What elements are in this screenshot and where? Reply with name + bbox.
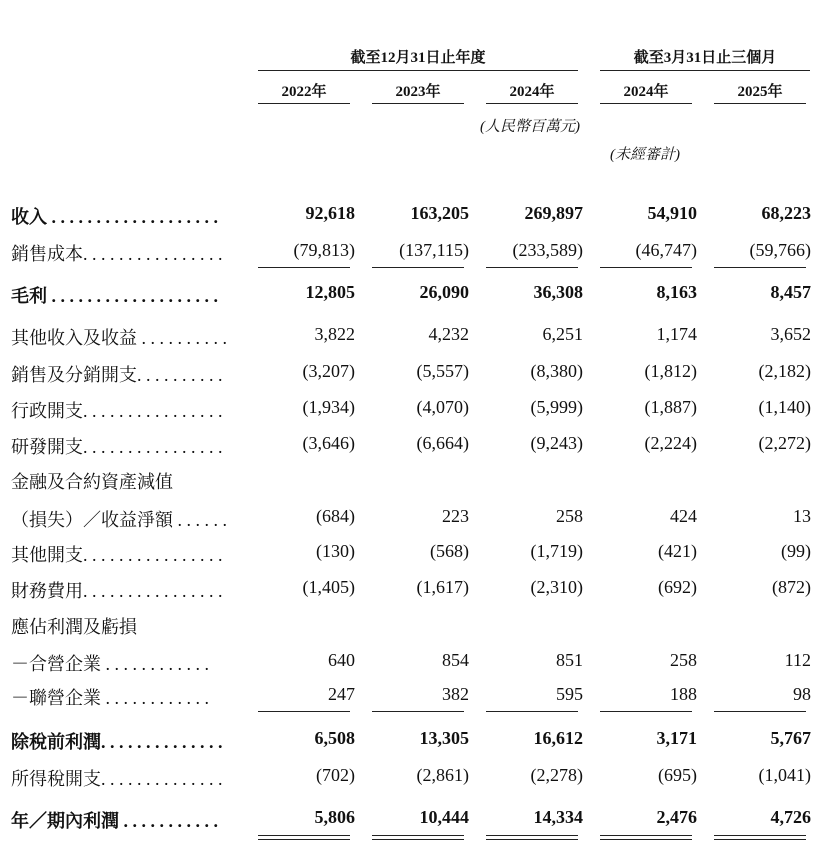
cell-value: 13,305 [419, 728, 469, 748]
cell-value: 8,457 [770, 282, 811, 302]
cell-value: 16,612 [533, 728, 583, 748]
header-q1-group: 截至3月31日止三個月 [633, 50, 777, 66]
cell-value: 258 [556, 506, 583, 526]
subtotal-rule [258, 711, 350, 712]
cell-value: (684) [316, 506, 355, 526]
cell-value: 54,910 [647, 203, 697, 223]
row-label: 其他開支. . . . . . . . . . . . . . . . [11, 545, 223, 565]
cell-value: 2,476 [656, 807, 697, 827]
row-label: （損失）／收益淨額 . . . . . . [11, 510, 227, 530]
cell-value: 6,508 [314, 728, 355, 748]
cell-value: 382 [442, 684, 469, 704]
cell-value: 13 [793, 506, 811, 526]
column-rule-2022 [258, 103, 350, 104]
cell-value: (2,278) [530, 765, 583, 785]
table-row [0, 541, 832, 567]
cell-value: (233,589) [512, 240, 583, 260]
subtotal-rule [372, 711, 464, 712]
column-header-2024-q1: 2024年 [623, 84, 669, 100]
column-header-2022: 2022年 [281, 84, 327, 100]
row-label: －合營企業 . . . . . . . . . . . . [11, 654, 209, 674]
cell-value: (137,115) [399, 240, 469, 260]
cell-value: (1,887) [644, 397, 697, 417]
cell-value: 1,174 [656, 324, 697, 344]
cell-value: (130) [316, 541, 355, 561]
cell-value: (8,380) [530, 361, 583, 381]
cell-value: (568) [430, 541, 469, 561]
table-row [0, 397, 832, 423]
cell-value: (9,243) [530, 433, 583, 453]
cell-value: 4,726 [770, 807, 811, 827]
cell-value: 640 [328, 650, 355, 670]
cell-value: 851 [556, 650, 583, 670]
cell-value: (1,041) [758, 765, 811, 785]
unaudited-note: (未經審計) [610, 147, 680, 163]
table-row [0, 728, 832, 754]
row-label: 金融及合約資產減值 [11, 472, 173, 492]
table-row [0, 506, 832, 532]
total-double-rule [258, 835, 350, 840]
table-row [0, 361, 832, 387]
cell-value: 163,205 [410, 203, 469, 223]
column-header-2023: 2023年 [395, 84, 441, 100]
cell-value: 595 [556, 684, 583, 704]
cell-value: (3,646) [302, 433, 355, 453]
subtotal-rule [486, 267, 578, 268]
subtotal-rule [600, 267, 692, 268]
row-label: 應佔利潤及虧損 [11, 617, 137, 637]
cell-value: (2,182) [758, 361, 811, 381]
cell-value: (46,747) [635, 240, 697, 260]
row-label: 研發開支. . . . . . . . . . . . . . . . [11, 437, 223, 457]
row-label: 其他收入及收益 . . . . . . . . . . [11, 328, 227, 348]
cell-value: 6,251 [542, 324, 583, 344]
cell-value: (872) [772, 577, 811, 597]
subtotal-rule [600, 711, 692, 712]
subtotal-rule [714, 267, 806, 268]
cell-value: (1,719) [530, 541, 583, 561]
cell-value: 188 [670, 684, 697, 704]
cell-value: (6,664) [416, 433, 469, 453]
cell-value: 3,171 [656, 728, 697, 748]
cell-value: 5,806 [314, 807, 355, 827]
cell-value: (4,070) [416, 397, 469, 417]
table-row [0, 684, 832, 710]
cell-value: 3,652 [770, 324, 811, 344]
cell-value: 223 [442, 506, 469, 526]
cell-value: (5,557) [416, 361, 469, 381]
cell-value: 92,618 [305, 203, 355, 223]
cell-value: (99) [781, 541, 811, 561]
column-rule-2024 [486, 103, 578, 104]
row-label: 銷售及分銷開支. . . . . . . . . . [11, 365, 223, 385]
row-label: 財務費用. . . . . . . . . . . . . . . . [11, 581, 223, 601]
cell-value: 14,334 [533, 807, 583, 827]
cell-value: 258 [670, 650, 697, 670]
total-double-rule [600, 835, 692, 840]
total-double-rule [714, 835, 806, 840]
cell-value: 112 [784, 650, 811, 670]
cell-value: 10,444 [419, 807, 469, 827]
table-row [0, 282, 832, 308]
column-header-2024: 2024年 [509, 84, 555, 100]
row-label: 收入 . . . . . . . . . . . . . . . . . . . [11, 207, 218, 227]
subtotal-rule [714, 711, 806, 712]
column-rule-2025-q1 [714, 103, 806, 104]
subtotal-rule [372, 267, 464, 268]
cell-value: (2,272) [758, 433, 811, 453]
cell-value: (2,861) [416, 765, 469, 785]
table-row [0, 203, 832, 229]
cell-value: 98 [793, 684, 811, 704]
row-label: 毛利 . . . . . . . . . . . . . . . . . . . [11, 286, 218, 306]
cell-value: (1,812) [644, 361, 697, 381]
total-double-rule [372, 835, 464, 840]
cell-value: (2,224) [644, 433, 697, 453]
cell-value: 854 [442, 650, 469, 670]
cell-value: 4,232 [428, 324, 469, 344]
cell-value: 12,805 [305, 282, 355, 302]
cell-value: 26,090 [419, 282, 469, 302]
column-rule-2024-q1 [600, 103, 692, 104]
table-row [0, 324, 832, 350]
cell-value: 5,767 [770, 728, 811, 748]
cell-value: 3,822 [314, 324, 355, 344]
cell-value: (1,934) [302, 397, 355, 417]
table-row [0, 613, 832, 639]
currency-note: (人民幣百萬元) [480, 119, 580, 135]
header-year-group-rule [258, 70, 578, 71]
table-row [0, 577, 832, 603]
table-row [0, 433, 832, 459]
cell-value: (1,140) [758, 397, 811, 417]
cell-value: (3,207) [302, 361, 355, 381]
cell-value: (79,813) [293, 240, 355, 260]
cell-value: (2,310) [530, 577, 583, 597]
row-label: 除稅前利潤. . . . . . . . . . . . . . [11, 732, 223, 752]
cell-value: 68,223 [761, 203, 811, 223]
row-label: 行政開支. . . . . . . . . . . . . . . . [11, 401, 223, 421]
cell-value: (421) [658, 541, 697, 561]
header-year-group: 截至12月31日止年度 [350, 50, 486, 66]
cell-value: (59,766) [749, 240, 811, 260]
table-row [0, 807, 832, 833]
cell-value: (692) [658, 577, 697, 597]
row-label: 所得稅開支. . . . . . . . . . . . . . [11, 769, 223, 789]
table-row [0, 650, 832, 676]
subtotal-rule [258, 267, 350, 268]
table-row [0, 240, 832, 266]
cell-value: 247 [328, 684, 355, 704]
column-header-2025-q1: 2025年 [737, 84, 783, 100]
cell-value: 269,897 [524, 203, 583, 223]
cell-value: (5,999) [530, 397, 583, 417]
row-label: 年／期內利潤 . . . . . . . . . . . [11, 811, 218, 831]
cell-value: (702) [316, 765, 355, 785]
cell-value: (1,405) [302, 577, 355, 597]
table-row [0, 468, 832, 494]
cell-value: (695) [658, 765, 697, 785]
row-label: －聯營企業 . . . . . . . . . . . . [11, 688, 209, 708]
row-label: 銷售成本. . . . . . . . . . . . . . . . [11, 244, 223, 264]
cell-value: 424 [670, 506, 697, 526]
cell-value: (1,617) [416, 577, 469, 597]
subtotal-rule [486, 711, 578, 712]
column-rule-2023 [372, 103, 464, 104]
total-double-rule [486, 835, 578, 840]
table-row [0, 765, 832, 791]
header-q1-group-rule [600, 70, 810, 71]
cell-value: 8,163 [656, 282, 697, 302]
cell-value: 36,308 [533, 282, 583, 302]
